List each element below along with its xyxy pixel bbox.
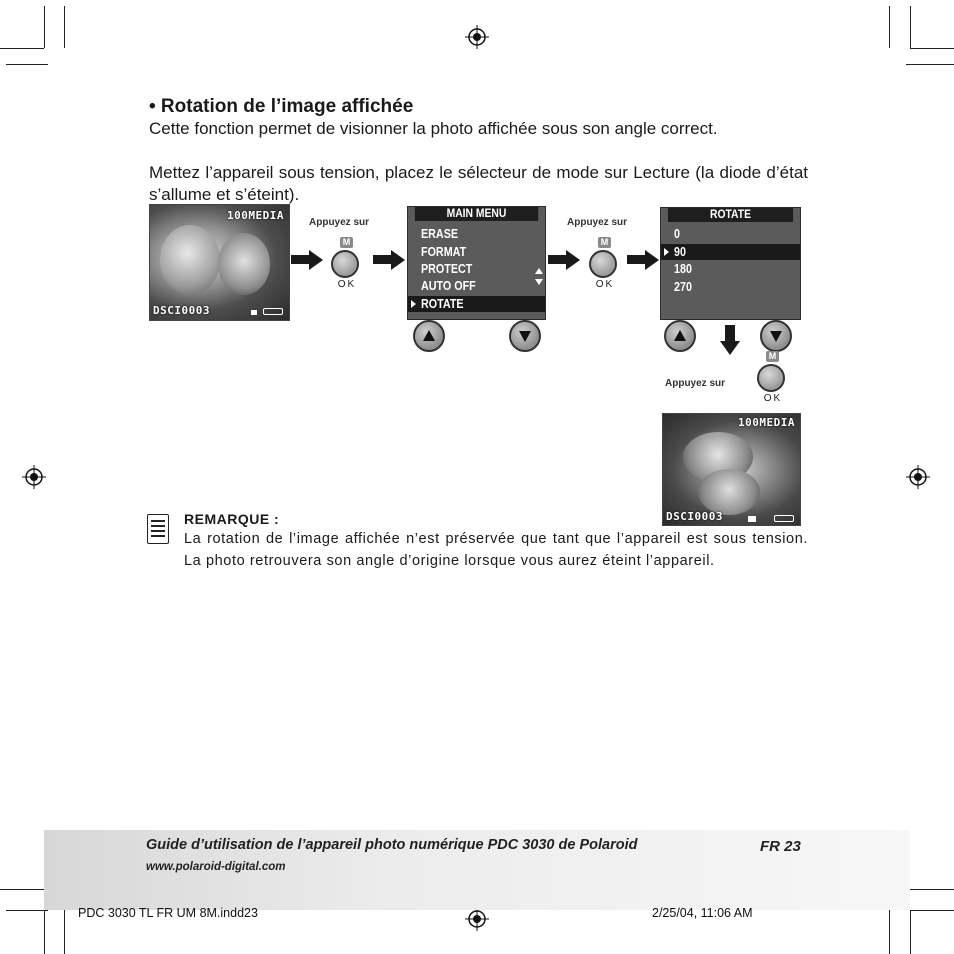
press-label: Appuyez sur: [665, 378, 726, 389]
ok-button[interactable]: [753, 351, 793, 411]
footer-url[interactable]: www.polaroid-digital.com: [146, 861, 286, 873]
main-menu-screen: [407, 206, 546, 320]
slug-file: PDC 3030 TL FR UM 8M.indd23: [78, 906, 258, 920]
rotate-option-180[interactable]: 180: [674, 262, 692, 276]
ok-knob[interactable]: [331, 250, 359, 278]
crop-mark: [906, 889, 954, 890]
crop-mark: [910, 910, 954, 911]
instruction-paragraph: Mettez l’appareil sous tension, placez le sélecteur de mode sur Lecture (la diode d’état s’allume et s’éteint).: [149, 163, 808, 204]
down-arrow-icon: [519, 331, 531, 342]
rotate-option-90[interactable]: 90: [661, 244, 800, 260]
menu-item-rotate[interactable]: ROTATE: [408, 296, 545, 312]
crop-mark: [910, 48, 954, 49]
rotate-option-0[interactable]: 0: [674, 227, 680, 241]
note-icon: [147, 514, 169, 544]
protect-icon: [251, 310, 257, 315]
selection-arrow-icon: [411, 300, 416, 308]
note-title: REMARQUE :: [184, 511, 280, 527]
battery-icon: [774, 515, 794, 522]
crop-mark: [906, 64, 954, 65]
folder-label: 100MEDIA: [738, 416, 795, 429]
crop-mark: [64, 6, 65, 48]
m-icon: M: [766, 351, 779, 362]
m-icon: M: [340, 237, 353, 248]
print-icon: [748, 516, 756, 522]
press-label: Appuyez sur: [567, 217, 628, 228]
arrow-right-icon: [627, 250, 661, 270]
rotate-menu-title: ROTATE: [668, 208, 793, 222]
footer-guide-title: Guide d’utilisation de l’appareil photo numérique PDC 3030 de Polaroid: [146, 837, 638, 853]
registration-mark-icon: [22, 465, 46, 489]
slug-date: 2/25/04, 11:06 AM: [652, 906, 753, 920]
selection-arrow-icon: [664, 248, 669, 256]
ok-label: OK: [595, 279, 615, 290]
crop-mark: [910, 910, 911, 954]
down-button[interactable]: [760, 320, 792, 352]
crop-mark: [44, 910, 45, 954]
battery-icon: [263, 308, 283, 315]
press-label: Appuyez sur: [309, 217, 370, 228]
menu-item-erase[interactable]: ERASE: [421, 227, 459, 241]
down-button[interactable]: [509, 320, 541, 352]
file-label: DSCI0003: [666, 510, 723, 523]
crop-mark: [910, 6, 911, 48]
arrow-right-icon: [373, 250, 407, 270]
crop-mark: [889, 6, 890, 48]
crop-mark: [0, 48, 44, 49]
folder-label: 100MEDIA: [227, 209, 284, 222]
registration-mark-icon: [906, 465, 930, 489]
crop-mark: [889, 906, 890, 954]
menu-item-protect[interactable]: PROTECT: [421, 262, 473, 276]
menu-item-auto-off[interactable]: AUTO OFF: [421, 279, 476, 293]
menu-item-format[interactable]: FORMAT: [421, 245, 467, 259]
ok-knob[interactable]: [589, 250, 617, 278]
ok-button[interactable]: [585, 237, 625, 297]
ok-label: OK: [337, 279, 357, 290]
ok-button[interactable]: [327, 237, 367, 297]
rotated-photo-preview: [662, 413, 801, 526]
ok-label: OK: [763, 393, 783, 404]
file-label: DSCI0003: [153, 304, 210, 317]
rotate-option-270[interactable]: 270: [674, 280, 692, 294]
up-button[interactable]: [413, 320, 445, 352]
crop-mark: [6, 910, 48, 911]
arrow-down-icon: [720, 325, 740, 357]
main-menu-title: MAIN MENU: [415, 207, 538, 221]
up-arrow-icon: [423, 330, 435, 341]
up-button[interactable]: [664, 320, 696, 352]
ok-knob[interactable]: [757, 364, 785, 392]
crop-mark: [6, 64, 48, 65]
arrow-right-icon: [291, 250, 325, 270]
scroll-updown-icon: [534, 267, 544, 287]
up-arrow-icon: [674, 330, 686, 341]
section-title: • Rotation de l’image affichée: [149, 96, 414, 117]
crop-mark: [44, 6, 45, 48]
photo-preview: [149, 204, 290, 321]
rotate-menu-screen: [660, 207, 801, 320]
crop-mark: [0, 889, 48, 890]
note-body: La rotation de l’image affichée n’est préservée que tant que l’appareil est sous tension. La photo retrouvera son angle d’origine lorsque vous aurez éteint l’appareil.: [184, 531, 808, 569]
registration-mark-icon: [465, 25, 489, 49]
page-number: FR 23: [760, 838, 801, 855]
down-arrow-icon: [770, 331, 782, 342]
arrow-right-icon: [548, 250, 582, 270]
m-icon: M: [598, 237, 611, 248]
intro-paragraph: Cette fonction permet de visionner la photo affichée sous son angle correct.: [149, 119, 718, 138]
registration-mark-icon: [465, 907, 489, 931]
crop-mark: [64, 906, 65, 954]
